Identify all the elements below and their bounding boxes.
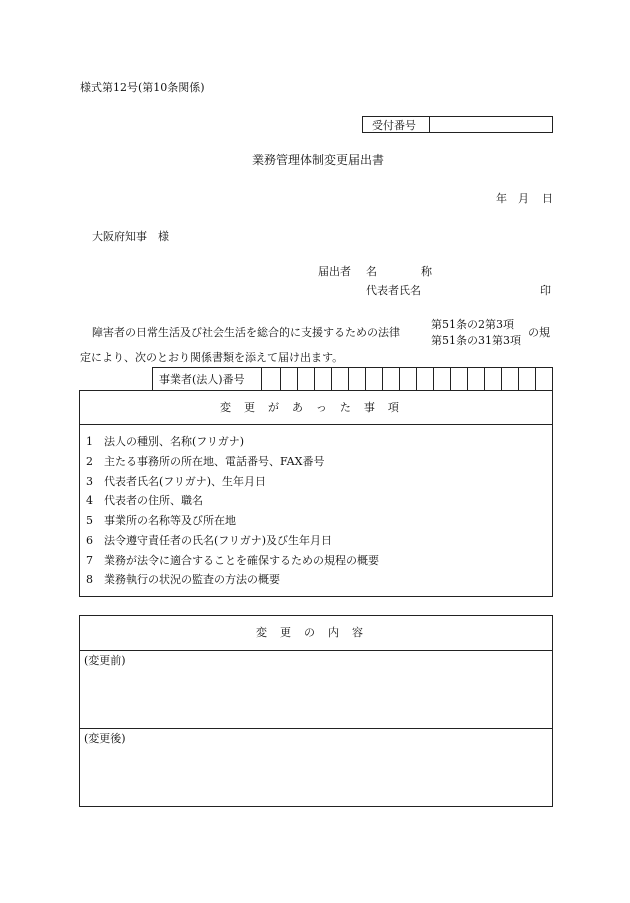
after-change-label: (変更後)	[84, 732, 126, 745]
item-label[interactable]: 法令遵守責任者の氏名(フリガナ)及び生年月日	[104, 534, 333, 547]
item-label[interactable]: 代表者の住所、職名	[104, 494, 203, 507]
addressee: 大阪府知事 様	[92, 230, 169, 243]
date-year-label: 年	[496, 192, 507, 205]
change-content-header: 変更の内容	[256, 626, 376, 639]
representative-name-label: 代表者氏名	[366, 284, 421, 297]
date-day-label: 日	[542, 192, 553, 205]
item-label[interactable]: 事業所の名称等及び所在地	[104, 514, 236, 527]
after-change-field[interactable]	[80, 746, 552, 806]
document-title: 業務管理体制変更届出書	[252, 153, 385, 167]
reception-box	[362, 116, 553, 133]
item-number: 2	[86, 455, 93, 468]
item-number: 5	[86, 514, 93, 527]
item-number: 4	[86, 494, 93, 507]
item-number: 3	[86, 475, 93, 488]
article-bottom: 第51条の31第3項	[431, 334, 521, 347]
reception-label: 受付番号	[372, 119, 416, 132]
article-top: 第51条の2第3項	[431, 318, 514, 331]
item-number: 1	[86, 435, 93, 448]
law-text: 障害者の日常生活及び社会生活を総合的に支援するための法律	[92, 326, 400, 339]
changed-items-table	[79, 390, 553, 597]
law-text-suffix: の規	[528, 326, 550, 339]
item-label[interactable]: 法人の種別、名称(フリガナ)	[104, 435, 245, 448]
item-number: 7	[86, 554, 93, 567]
date-month-label: 月	[518, 192, 529, 205]
business-number-row	[152, 367, 553, 391]
before-change-label: (変更前)	[84, 654, 126, 667]
changed-items-header: 変更があった事項	[220, 401, 412, 414]
item-number: 6	[86, 534, 93, 547]
item-label[interactable]: 業務執行の状況の監査の方法の概要	[104, 573, 280, 586]
form-number: 様式第12号(第10条関係)	[80, 81, 205, 94]
before-change-field[interactable]	[80, 668, 552, 728]
item-label[interactable]: 業務が法令に適合することを確保するための規程の概要	[104, 554, 379, 567]
item-number: 8	[86, 573, 93, 586]
applicant-label: 届出者	[318, 265, 351, 278]
law-text-continued: 定により、次のとおり関係書類を添えて届け出ます。	[80, 351, 344, 364]
change-content-table	[79, 615, 553, 807]
applicant-name-label: 名 称	[366, 265, 432, 278]
business-number-label: 事業者(法人)番号	[159, 373, 245, 386]
item-label[interactable]: 代表者氏名(フリガナ)、生年月日	[104, 475, 267, 488]
seal-mark: 印	[540, 284, 551, 297]
item-label[interactable]: 主たる事務所の所在地、電話番号、FAX番号	[104, 455, 325, 468]
